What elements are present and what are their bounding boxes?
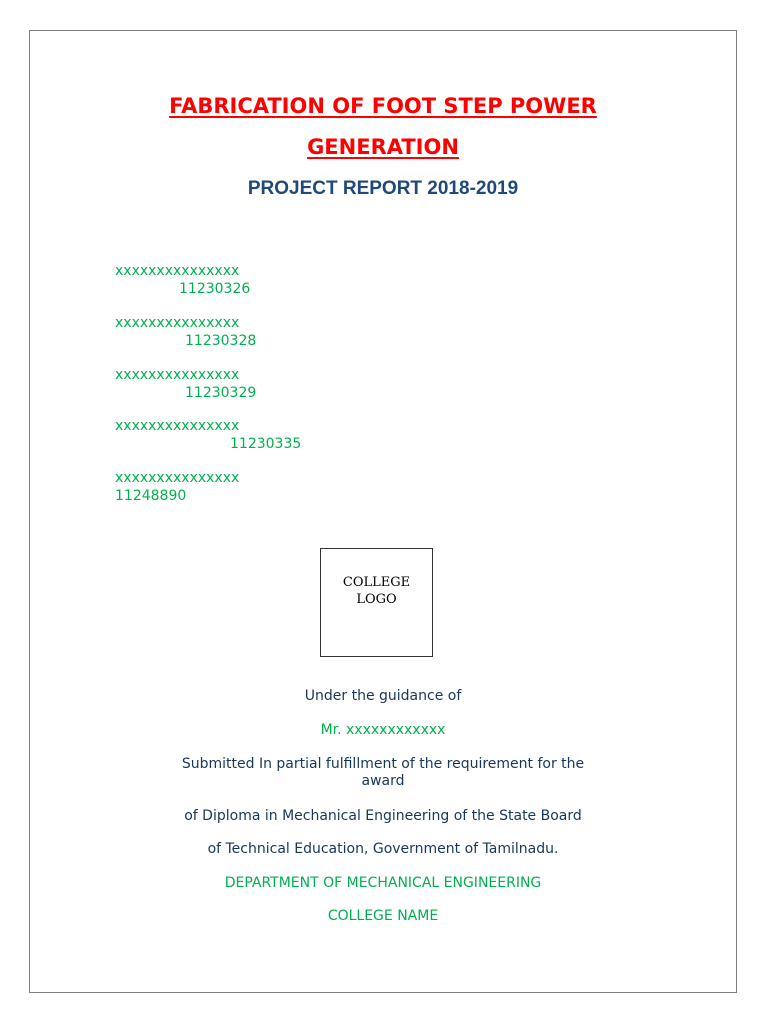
member-4-id: 11230335: [230, 436, 302, 452]
member-2-id: 11230328: [185, 333, 257, 349]
report-title-line2: GENERATION: [307, 135, 459, 159]
department-name: DEPARTMENT OF MECHANICAL ENGINEERING: [224, 875, 542, 891]
member-4-name: xxxxxxxxxxxxxxx: [115, 418, 240, 434]
report-subtitle: PROJECT REPORT 2018-2019: [247, 178, 519, 199]
college-name: COLLEGE NAME: [327, 908, 439, 924]
guidance-label: Under the guidance of: [304, 688, 462, 704]
report-title-line1: FABRICATION OF FOOT STEP POWER: [169, 94, 597, 118]
board-line: of Technical Education, Government of Tamilnadu.: [207, 841, 559, 857]
guide-name: Mr. xxxxxxxxxxxx: [320, 722, 446, 738]
member-5-name: xxxxxxxxxxxxxxx: [115, 470, 240, 486]
submission-line-1: Submitted In partial fulfillment of the requirement for the: [181, 756, 585, 772]
member-3-name: xxxxxxxxxxxxxxx: [115, 367, 240, 383]
college-logo-placeholder: [320, 548, 433, 657]
member-5-id: 11248890: [115, 488, 187, 504]
report-cover-page: [29, 30, 737, 993]
college-logo-text: COLLEGE LOGO: [342, 575, 411, 607]
member-1-name: xxxxxxxxxxxxxxx: [115, 263, 240, 279]
member-3-id: 11230329: [185, 385, 257, 401]
submission-line-2: award: [361, 773, 405, 789]
member-1-id: 11230326: [179, 281, 251, 297]
member-2-name: xxxxxxxxxxxxxxx: [115, 315, 240, 331]
diploma-line: of Diploma in Mechanical Engineering of the State Board: [184, 808, 582, 824]
